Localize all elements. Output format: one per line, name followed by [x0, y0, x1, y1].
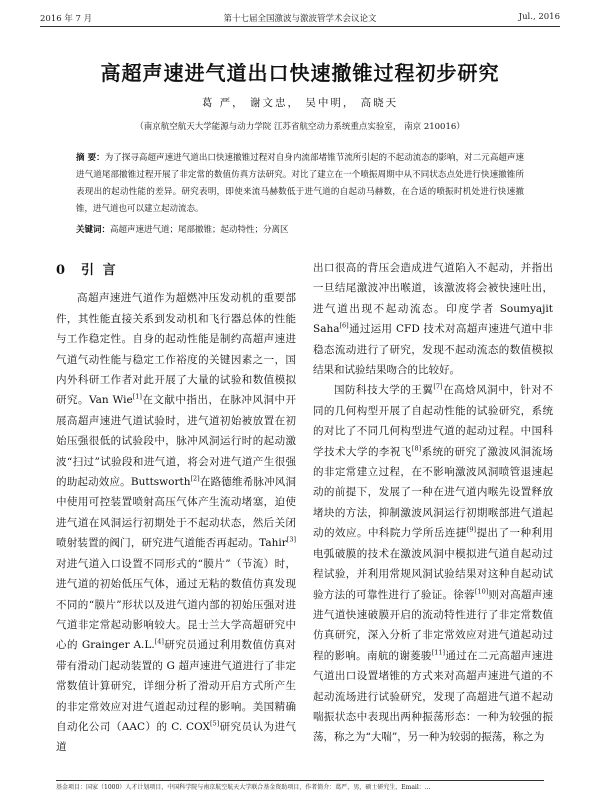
- citation: [4]: [154, 637, 164, 646]
- header-date: 2016 年 7 月: [40, 14, 93, 24]
- footnote-text: 基金项目：国家（1000）人才计划项目，中国科学院与南京航空航天大学联合基金资助项目，作者简介：葛严，男，硕士研究生，Email：...: [56, 784, 431, 791]
- body-text: 在高焓风洞中，针对不同的几何构型开展了自起动性能的试验研究，系统的对比了不同几何构型进气道的起动过程。中国科学技术大学的李祝飞: [313, 384, 554, 458]
- review-paragraph: [313, 380, 553, 747]
- section-title: 引 言: [81, 263, 118, 278]
- keywords: [76, 223, 524, 237]
- citation: [2]: [190, 474, 200, 483]
- intro-paragraph: [56, 288, 296, 757]
- body-text: 提出了一种利用电弧破膜的技术在激波风洞中模拟进气道自起动过程试验，并利用常规风洞试验结果对这种自起动试验方法的可靠性进行了验证。徐蓉: [313, 527, 554, 601]
- footnote: [56, 780, 544, 791]
- body-text: 则对高超声速进气道快速破膜开启的流动特性进行了非定常数值仿真研究，深入分析了非定常效应对进气道起动过程的影响。南航的谢菱骏: [313, 588, 554, 662]
- body-text: 研究员通过利用数值仿真对带有滑动门起动装置的 G 超声速进气道进行了非定常数值计算研究，详细分析了滑动开启方式所产生的非定常效应对进气道起动过程的影响。美国精确自动化公司（AAC）的 C. COX: [56, 639, 296, 733]
- keywords-label: 关键词：: [76, 225, 111, 235]
- body-text: 在文献中指出，在脉冲风洞中开展高超声速进气道试验时，进气道初始被放置在初始压强很低的试验段中，脉冲风洞运行时的起动激波“扫过”试验段和进气道，将会对进气道产生很强的助起动效应。Buttsworth: [56, 394, 296, 489]
- continued-paragraph: [313, 258, 553, 380]
- running-header: [40, 10, 560, 27]
- citation: [1]: [132, 392, 142, 401]
- citation: [5]: [209, 719, 220, 728]
- body-text: 高超声速进气道作为超燃冲压发动机的重要部件，其性能直接关系到发动机和飞行器总体的性能与工作稳定性。自身的起动性能是制约高超声速进气道气动性能与稳定工作裕度的关键因素之一，国内外科研工作者对此开展了大量的试验和数值模拟研究。Van Wie: [56, 292, 296, 407]
- section-heading: [56, 261, 296, 281]
- header-conference: 第十七届全国激波与激波管学术会议论文: [223, 14, 377, 24]
- citation: [8]: [411, 444, 422, 453]
- citation: [7]: [433, 382, 443, 391]
- citation: [3]: [286, 535, 296, 544]
- paper-title: 高超声速进气道出口快速撤锥过程初步研究: [100, 61, 500, 85]
- citation: [10]: [474, 587, 489, 595]
- left-column: [56, 258, 296, 758]
- abstract-text: 为了探寻高超声速进气道出口快速撤锥过程对自身内流部堵锥节流所引起的不起动流态的影响，对二元高超声速进气道尾部撤锥过程开展了非定常的数值仿真方法研究。对比了建立在一个喷振周期中从不同状态点处进行快速撤锥所表现出的起动性能的差异。研究表明，即使来流马赫数低于进气道的自起动马赫数，在合适的喷振时机处进行快速撤锥，进气道也可以建立起动流态。: [76, 153, 524, 214]
- body-text: 国防科技大学的王翼: [334, 384, 434, 397]
- body-text: 研究员认为进气道: [56, 720, 296, 754]
- citation: [9]: [466, 525, 477, 534]
- author-list: 葛 严， 谢文忠， 吴中明， 高晓天: [201, 97, 399, 109]
- abstract: [76, 150, 524, 218]
- body-text: 通过在二元高超声速进气道出口设置堵锥的方式来对高超声速进气道的不起动流场进行试验研究，发现了高超进气道不起动喘振状态中表现出两种振荡形态：一种为较强的振荡，称之为“大喘”，另一种为较弱的振荡，称之为: [313, 649, 554, 744]
- body-text: 在路德维希脉冲风洞中使用可控装置喷射高压气体产生流动堵塞，迫使进气道在风洞运行初期处于不起动状态，然后关闭喷射装置的阀门，研究进气道能否再起动。Tahir: [56, 476, 296, 550]
- body-text: 出口很高的背压会造成进气道陷入不起动，并指出一旦结尾激波冲出喉道，该激波将会被快速吐出，进气道出现不起动流态。印度学者 Soumyajit Saha: [313, 262, 553, 336]
- body-text: 系统的研究了激波风洞流场的非定常建立过程，在不影响激波风洞喷管退速起动的前提下，发展了一种在进气道内喉先设置释放堵块的方法，抑制激波风洞运行初期喉部进气道起动的效应。中科院力学所岳连捷: [313, 445, 553, 540]
- abstract-label: 摘 要：: [76, 153, 105, 163]
- citation: [6]: [339, 321, 349, 330]
- body-text: 对进气道入口设置不同形式的“膜片”（节流）时，进气道的初始低压气体，通过无粘的数值仿真发现不同的“膜片”形状以及进气道内部的初始压强对进气道非定常起动影响较大。昆士兰大学高超研究中心的 Grainger A.L.: [56, 557, 296, 652]
- body-text: 通过运用 CFD 技术对高超声速进气道中非稳态流动进行了研究，发现不起动流态的数值模拟结果和试验结果吻合的比较好。: [313, 323, 553, 377]
- affiliation: （南京航空航天大学能源与动力学院 江苏省航空动力系统重点实验室， 南京 210016）: [135, 122, 465, 132]
- citation: [11]: [431, 648, 446, 657]
- right-column: [313, 258, 553, 748]
- header-date-en: Jul., 2016: [518, 12, 560, 22]
- keywords-text: 高超声速进气道；尾部撤锥；起动特性；分离区: [110, 225, 289, 235]
- section-number: 0: [56, 263, 68, 278]
